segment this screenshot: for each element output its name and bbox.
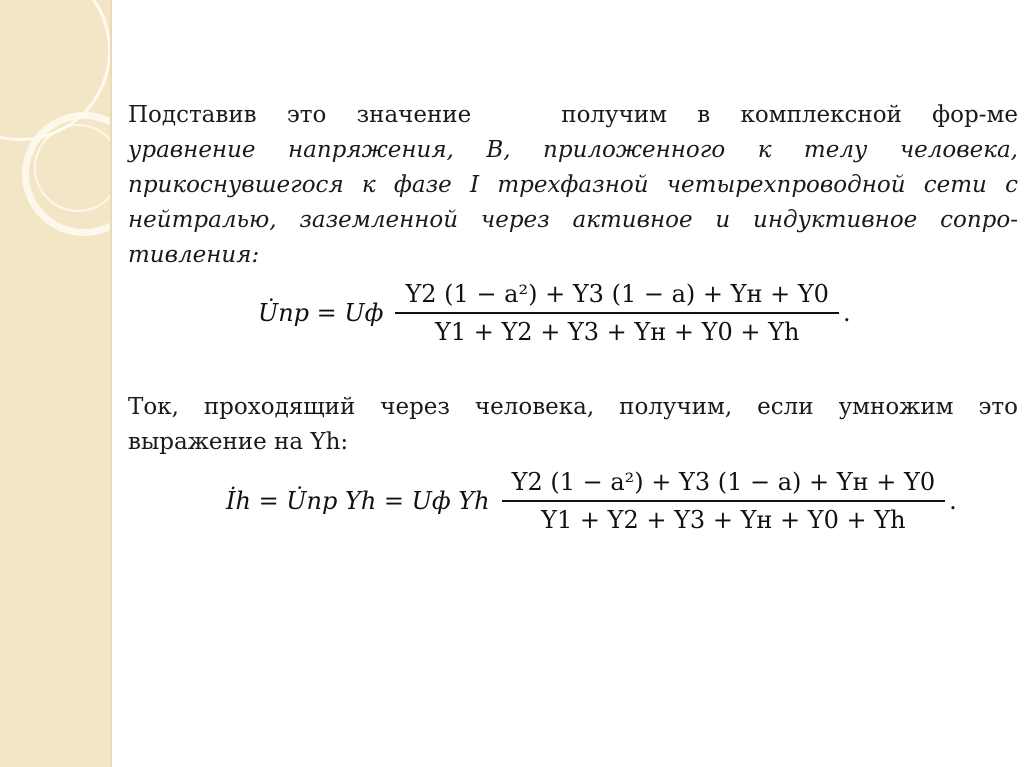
slide-content	[112, 0, 1024, 767]
voltage-fraction	[395, 280, 839, 346]
voltage-numerator: Y2 (1 − a²) + Y3 (1 − a) + Yн + Y0	[405, 280, 829, 308]
current-numerator: Y2 (1 − a²) + Y3 (1 − a) + Yн + Y0	[511, 468, 936, 496]
paragraph-intro	[128, 98, 1018, 273]
intro-italic-text: уравнение напряжения, B, приложенного к телу человека, прикоснувшегося к фазе I трехфазной четырехпроводной сети с нейтралью, заземленной через активное и индуктивное сопро-тивления:	[128, 137, 1018, 268]
intro-text-part2: получим в комплексной фор-ме	[561, 102, 1018, 128]
current-formula-lhs: İh = U̇пр Yh = Uф Yh	[226, 487, 490, 515]
voltage-formula-lhs: U̇пр = Uф	[258, 299, 384, 327]
current-formula	[226, 468, 957, 534]
current-fraction	[502, 468, 946, 534]
paragraph-current: Ток, проходящий через человека, получим, если умножим это выражение на Yh:	[128, 394, 1018, 455]
current-denominator: Y1 + Y2 + Y3 + Yн + Y0 + Yh	[541, 506, 906, 534]
formula-period: .	[949, 487, 957, 515]
voltage-denominator: Y1 + Y2 + Y3 + Yн + Y0 + Yh	[434, 318, 800, 346]
decorative-sidebar	[0, 0, 112, 767]
decorative-ring	[34, 124, 112, 212]
formula-period: .	[842, 299, 851, 327]
intro-text-part1: Подставив это значение	[128, 102, 472, 128]
voltage-formula	[258, 280, 851, 346]
